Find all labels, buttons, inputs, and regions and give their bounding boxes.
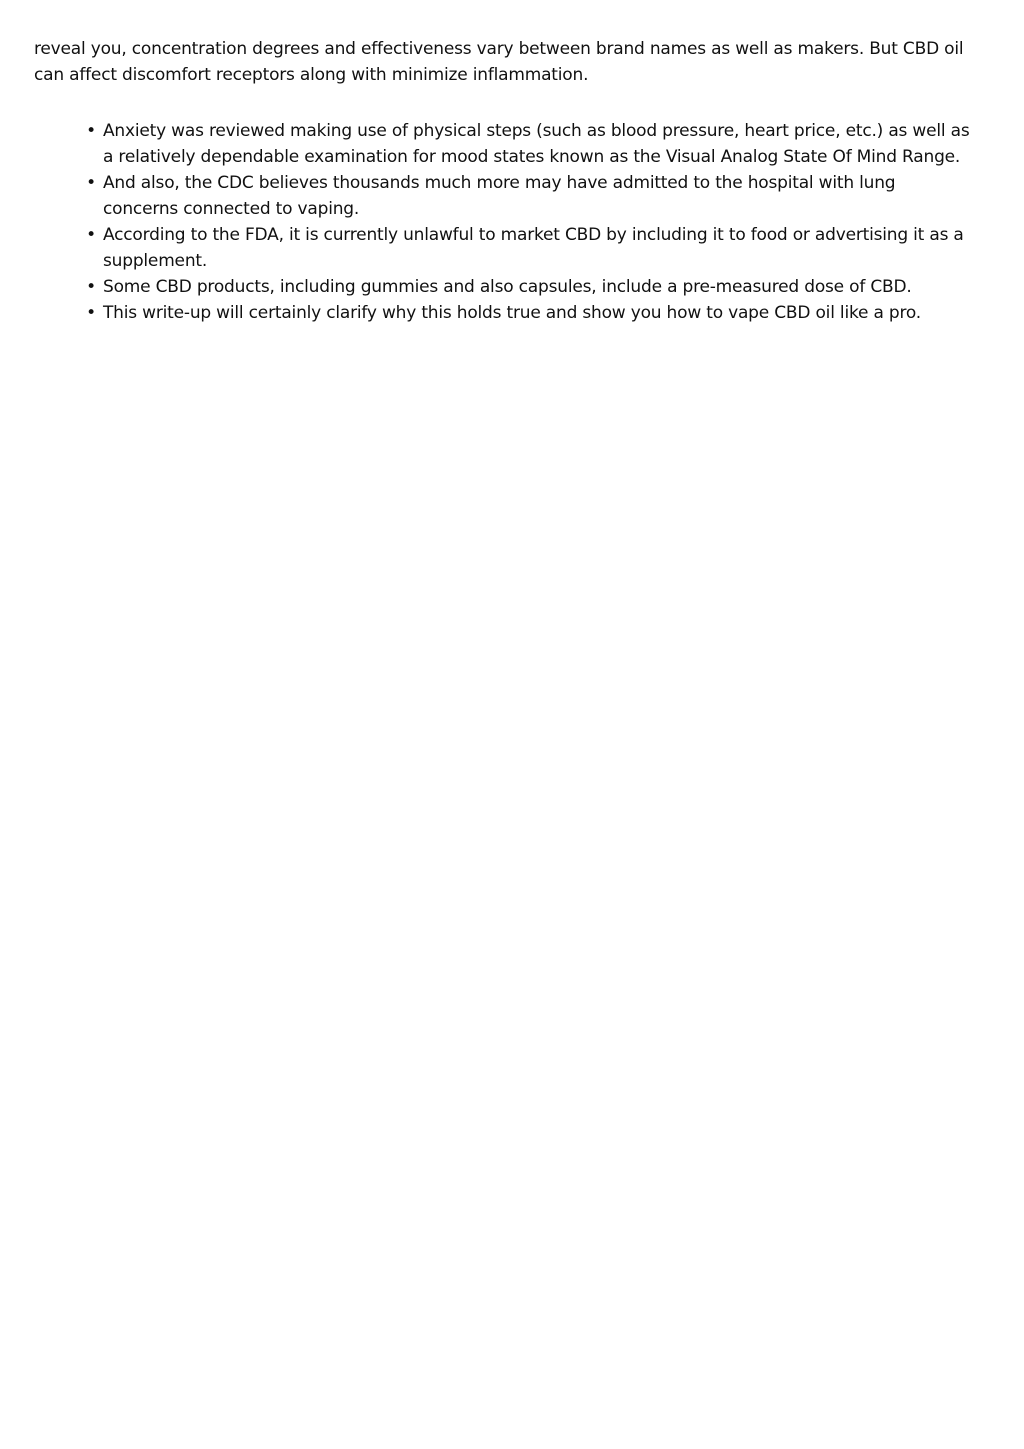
list-item: [86, 300, 990, 326]
bullet-icon: •: [86, 225, 96, 245]
list-item-text: Anxiety was reviewed making use of physical steps (such as blood pressure, heart price, etc.) as well as a relatively dependable examination for mood states known as the Visual Analog State Of Mind Range.: [103, 121, 970, 167]
list-item: [86, 118, 990, 170]
bullet-icon: •: [86, 303, 96, 323]
list-item: [86, 274, 990, 300]
bullet-icon: •: [86, 121, 96, 141]
bullet-icon: •: [86, 173, 96, 193]
bullet-list: [34, 118, 990, 326]
list-item-text: This write-up will certainly clarify why this holds true and show you how to vape CBD oil like a pro.: [103, 303, 921, 323]
list-item: [86, 170, 990, 222]
list-item: [86, 222, 990, 274]
bullet-icon: •: [86, 277, 96, 297]
list-item-text: According to the FDA, it is currently unlawful to market CBD by including it to food or advertising it as a supplement.: [103, 225, 964, 271]
intro-paragraph: reveal you, concentration degrees and effectiveness vary between brand names as well as makers. But CBD oil can affect discomfort receptors along with minimize inflammation.: [34, 39, 964, 85]
list-item-text: Some CBD products, including gummies and also capsules, include a pre-measured dose of CBD.: [103, 277, 912, 297]
list-item-text: And also, the CDC believes thousands much more may have admitted to the hospital with lung concerns connected to vaping.: [103, 173, 896, 219]
